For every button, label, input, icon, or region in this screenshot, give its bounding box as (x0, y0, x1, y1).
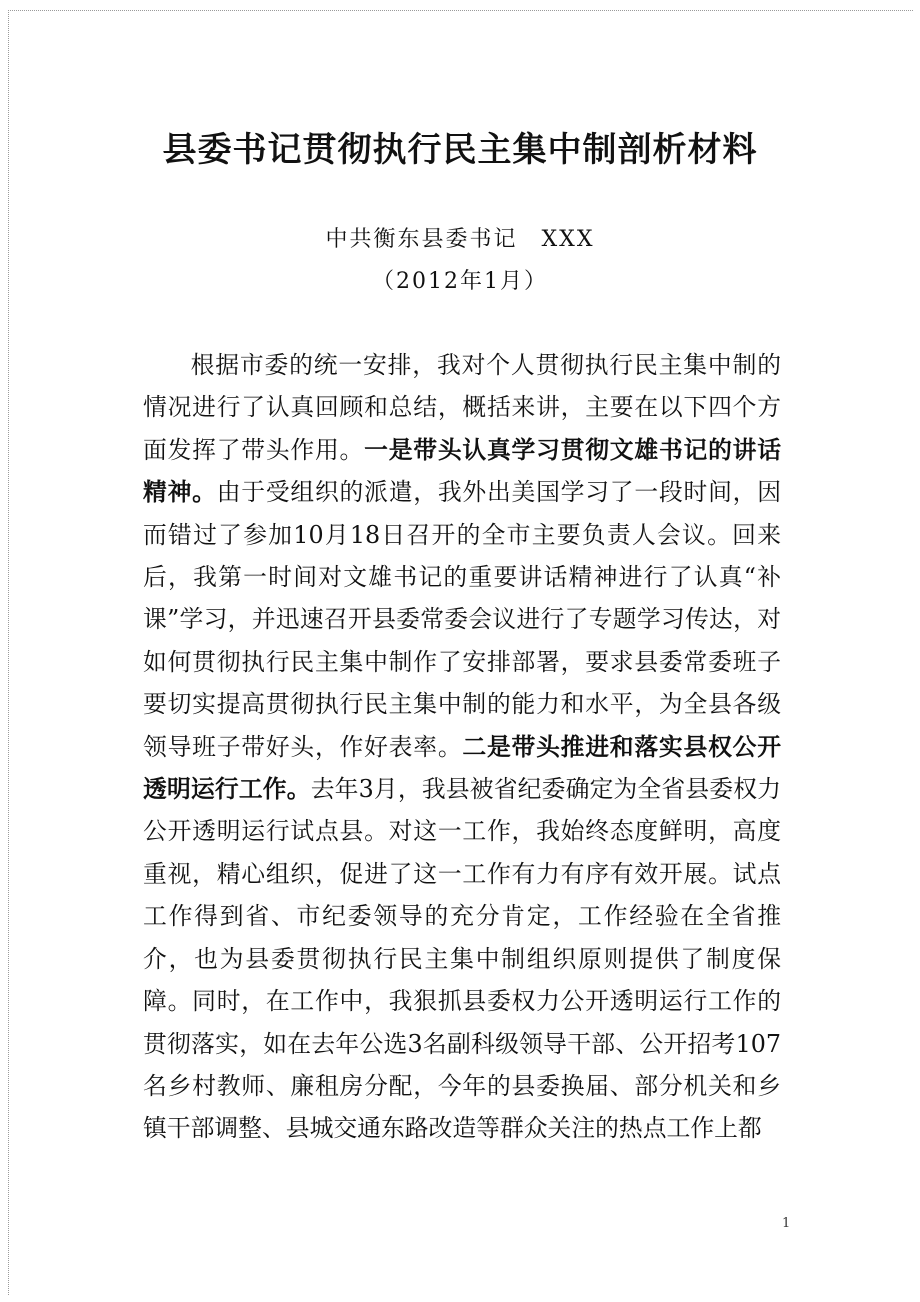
author-line: 中共衡东县委书记 XXX (325, 227, 595, 252)
document-title: 县委书记贯彻执行民主集中制剖析材料 (162, 130, 758, 170)
page-edge-left (8, 10, 9, 1295)
paragraph-text: 由于受组织的派遣，我外出美国学习了一段时间，因而错过了参加10月18日召开的全市主要负责人会议。回来后，我第一时间对文雄书记的重要讲话精神进行了认真“补课”学习，并迅速召开县委常委会议进行了专题学习传达，对如何贯彻执行民主集中制作了安排部署，要求县委常委班子要切实提高贯彻执行民主集中制的能力和水平，为全县各级领导班子带好头，作好表率。 (143, 478, 782, 761)
bold-heading-2: 二是带头推进和落实县权公开透明运行工作。 (143, 732, 782, 804)
body-paragraph (143, 344, 781, 1150)
date-line: （2012年1月） (372, 269, 548, 294)
page-number: 1 (782, 1216, 791, 1231)
paragraph-text: 去年3月，我县被省纪委确定为全省县委权力公开透明运行试点县。对这一工作，我始终态度鲜明，高度重视，精心组织，促进了这一工作有力有序有效开展。试点工作得到省、市纪委领导的充分肯定，工作经验在全省推介，也为县委贯彻执行民主集中制组织原则提供了制度保障。同时，在工作中，我狠抓县委权力公开透明运行工作的贯彻落实，如在去年公选3名副科级领导干部、公开招考107名乡村教师、廉租房分配，今年的县委换届、部分机关和乡镇干部调整、县城交通东路改造等群众关注的热点工作上都 (143, 775, 782, 1143)
paragraph-text: 根据市委的统一安排，我对个人贯彻执行民主集中制的情况进行了认真回顾和总结，概括来讲，主要在以下四个方面发挥了带头作用。 (143, 351, 781, 464)
bold-heading-1: 一是带头认真学习贯彻文雄书记的讲话精神。 (143, 435, 782, 507)
page-edge-top (8, 10, 913, 11)
